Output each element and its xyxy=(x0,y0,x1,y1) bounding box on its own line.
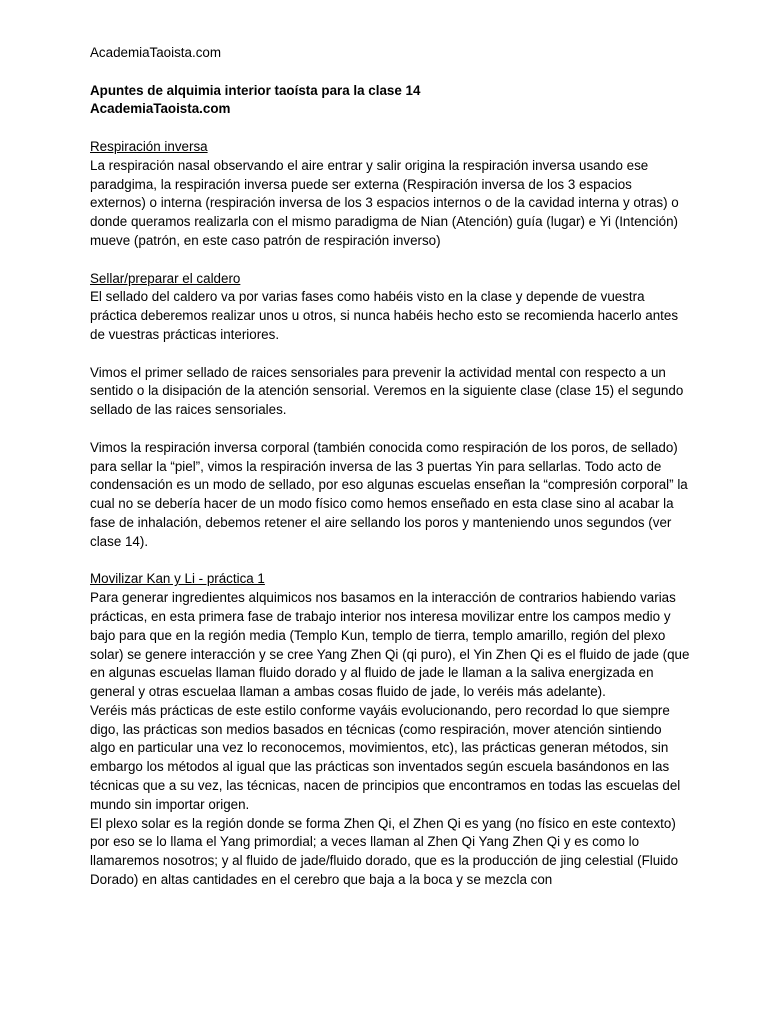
paragraph: Vimos la respiración inversa corporal (también conocida como respiración de los poros, de sellado) para sellar la “piel”, vimos la respiración inversa de las 3 puertas Yin para sellarlas. Todo acto de condensación es un modo de sellado, por eso algunas escuelas enseñan la “compresión corporal” la cual no se debería hacer de un modo físico como hemos enseñado en esta clase sino al acabar la fase de inhalación, debemos retener el aire sellando los poros y manteniendo unos segundos (ver clase 14). xyxy=(90,439,688,549)
section-heading-sellar: Sellar/preparar el caldero xyxy=(90,270,241,286)
document-page xyxy=(90,44,690,890)
section-heading-respiracion: Respiración inversa xyxy=(90,138,208,154)
paragraph: El sellado del caldero va por varias fases como habéis visto en la clase y depende de vuestra práctica deberemos realizar unos u otros, si nunca habéis hecho esto se recomienda hacerlo antes de vuestras prácticas interiores. xyxy=(90,289,679,342)
section-heading-movilizar: Movilizar Kan y Li - práctica 1 xyxy=(90,571,265,587)
site-name: AcademiaTaoista.com xyxy=(90,45,221,60)
spacer xyxy=(90,345,690,364)
paragraph: Veréis más prácticas de este estilo conforme vayáis evolucionando, pero recordad lo que siempre digo, las prácticas son medios basados en técnicas (como respiración, mover atención sintiendo algo en particular una vez lo reconocemos, movimientos, etc), las prácticas generan métodos, sin embargo los métodos al igual que las prácticas son inventados según escuela basándonos en las técnicas que a su vez, las técnicas, nacen de principios que encontramos en todas las escuelas del mundo sin importar origen. xyxy=(90,702,681,812)
document-title xyxy=(90,82,690,120)
paragraph: Para generar ingredientes alquimicos nos basamos en la interacción de contrarios habiendo varias prácticas, en esta primera fase de trabajo interior nos interesa movilizar entre los campos medio y bajo para que en la región media (Templo Kun, templo de tierra, templo amarillo, región del plexo solar) se genere interacción y se cree Yang Zhen Qi (qi puro), el Yin Zhen Qi es el fluido de jade (que en algunas escuelas llaman fluido dorado y al fluido de jade le llaman a la saliva energizada en general y otras escuelaa llaman a ambas cosas fluido de jade, lo veréis más adelante). xyxy=(90,590,690,700)
section-respiracion xyxy=(90,138,690,251)
title-line-1: Apuntes de alquimia interior taoísta para la clase 14 xyxy=(90,82,421,98)
paragraph: Vimos el primer sellado de raices sensoriales para prevenir la actividad mental con respecto a un sentido o la disipación de la atención sensorial. Veremos en la siguiente clase (clase 15) el segundo sellado de las raices sensoriales. xyxy=(90,364,684,418)
section-sellar xyxy=(90,270,690,552)
paragraph: El plexo solar es la región donde se forma Zhen Qi, el Zhen Qi es yang (no físico en este contexto) por eso se lo llama el Yang primordial; a veces llaman al Zhen Qi Yang Zhen Qi y es como lo llamaremos nosotros; y al fluido de jade/fluido dorado, que es la producción de jing celestial (Fluido Dorado) en altas cantidades en el cerebro que baja a la boca y se mezcla con xyxy=(90,815,679,888)
section-movilizar xyxy=(90,570,690,890)
spacer xyxy=(90,251,690,270)
spacer xyxy=(90,420,690,439)
paragraph: La respiración nasal observando el aire entrar y salir origina la respiración inversa usando ese paradgima, la respiración inversa puede ser externa (Respiración inversa de los 3 espacios externos) o interna (respiración inversa de los 3 espacios internos o de la cavidad interna y otras) o donde queramos realizarla con el mismo paradigma de Nian (Atención) guía (lugar) e Yi (Intención) mueve (patrón, en este caso patrón de respiración inverso) xyxy=(90,157,679,248)
title-line-2: AcademiaTaoista.com xyxy=(90,101,231,117)
spacer xyxy=(90,552,690,571)
